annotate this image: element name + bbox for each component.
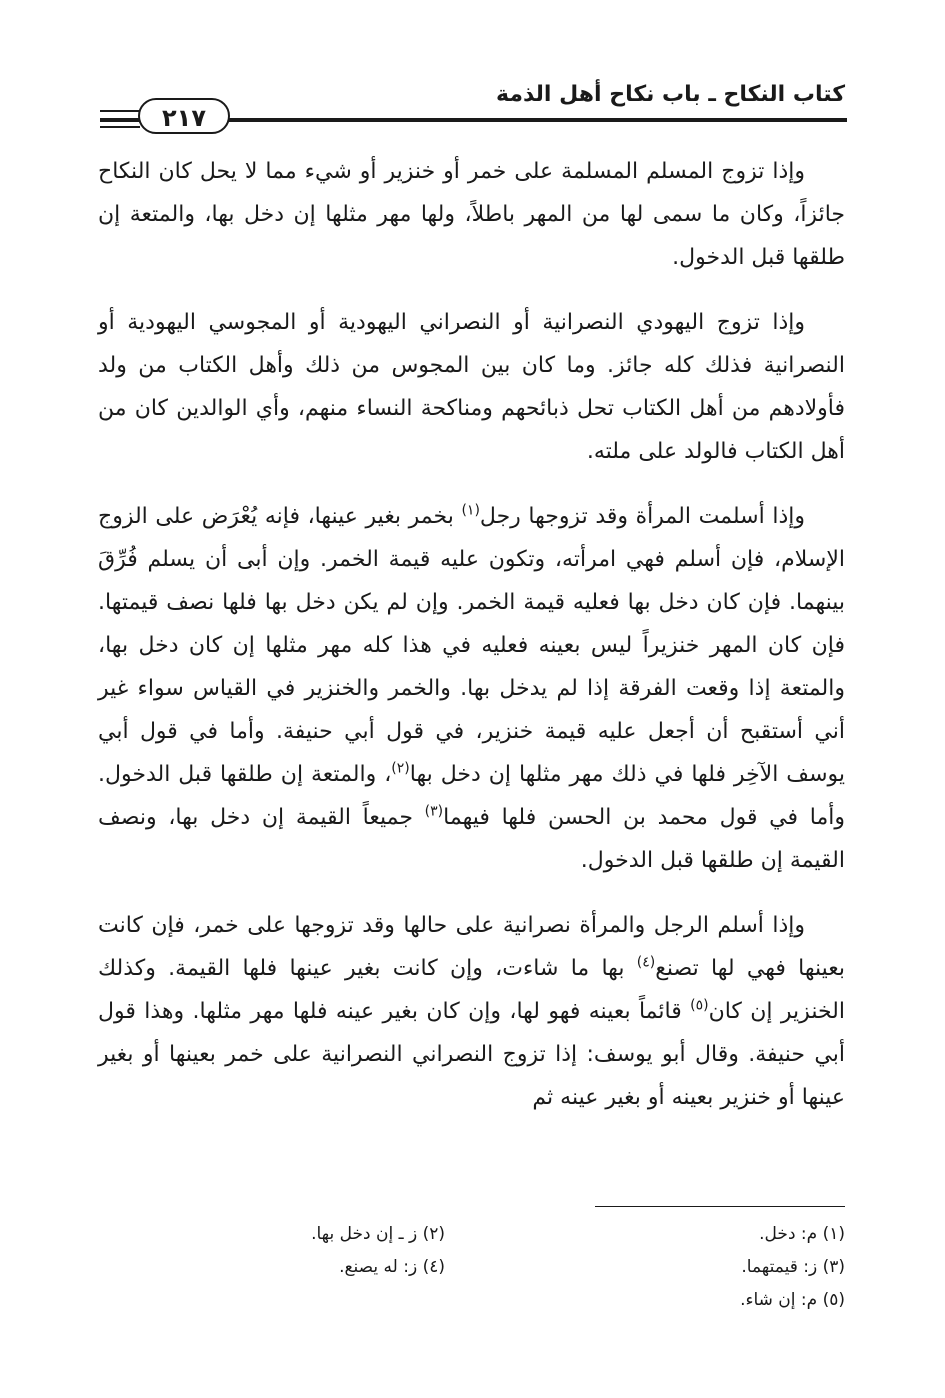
header-rule-upper (100, 110, 140, 112)
paragraph-text: قائماً بعينه فهو لها، وإن كان بغير عينه فلها مهر مثلها. وهذا قول أبي حنيفة. وقال أبو يوسف: إذا تزوج النصراني النصرانية على خمر بعينها أو بغير عينها أو خنزير بعينه أو بغير عينه ثم (98, 999, 845, 1110)
main-text (98, 150, 845, 1119)
footnote-item: (٣) ز: قيمتهما. (741, 1257, 845, 1277)
paragraph-text: وإذا تزوج اليهودي النصرانية أو النصراني اليهودية أو المجوسي اليهودية أو النصرانية فذلك كله جائز. وما كان بين المجوس من ذلك وأهل الكتاب من ولد فأولادهم من أهل الكتاب تحل ذبائحهم ومناكحة النساء منهم، وأي الوالدين كان من أهل الكتاب فالولد على ملته. (98, 310, 845, 464)
paragraph (98, 904, 845, 1119)
paragraph-text: جميعاً القيمة إن دخل بها، ونصف القيمة إن طلقها قبل الدخول. (98, 805, 845, 873)
paragraph-text: وإذا أسلمت المرأة وقد تزوجها رجل (479, 504, 805, 529)
footnote-item: (٥) م: إن شاء. (740, 1290, 845, 1310)
running-title: كتاب النكاح ـ باب نكاح أهل الذمة (495, 82, 845, 107)
footnote-reference: (٣) (424, 803, 444, 820)
paragraph (98, 150, 845, 279)
footnote-reference: (١) (461, 502, 480, 519)
paragraph-text: ، والمتعة إن طلقها قبل الدخول. وأما في قول محمد بن الحسن فلها فيهما (98, 762, 845, 830)
paragraph-text: وإذا تزوج المسلم المسلمة على خمر أو خنزير أو شيء مما لا يحل كان النكاح جائزاً، وكان ما سمى لها من المهر باطلاً، ولها مهر مثلها إن دخل بها، والمتعة إن طلقها قبل الدخول. (98, 159, 845, 270)
footnote-item: (٢) ز ـ إن دخل بها. (311, 1224, 445, 1244)
paragraph-text: بها ما شاءت، وإن كانت بغير عينها فلها القيمة. وكذلك الخنزير إن كان (98, 956, 845, 1024)
page-number: ٢١٧ (138, 98, 230, 134)
footnote-reference: (٥) (690, 997, 709, 1014)
paragraph-text: بخمر بغير عينها، فإنه يُعْرَض على الزوج الإسلام، فإن أسلم فهي امرأته، وتكون عليه قيمة الخمر. وإن أبى أن يسلم فُرِّقَ بينهما. فإن كان دخل بها فعليه قيمة الخمر. وإن لم يكن دخل بها فلها نصف قيمتها. فإن كان المهر خنزيراً ليس بعينه فعليه في هذا كله مهر مثلها إن كان دخل بها، والمتعة إذا وقعت الفرقة إذا لم يدخل بها. والخمر والخنزير في القياس سواء غير أني أستقبح أن أجعل عليه قيمة خنزير، في قول أبي حنيفة. وأما في قول أبي يوسف الآخِر فلها في ذلك مهر مثلها إن دخل بها (98, 504, 845, 787)
footnote-reference: (٢) (391, 760, 410, 777)
footnote-item: (٤) ز: له يصنع. (339, 1257, 445, 1277)
paragraph (98, 495, 845, 882)
footnote-separator (595, 1206, 845, 1207)
footnotes-right-column (740, 1218, 845, 1317)
footnotes-left-column (311, 1218, 445, 1284)
footnote-item: (١) م: دخل. (759, 1224, 845, 1244)
paragraph-text: وإذا أسلم الرجل والمرأة نصرانية على حالها وقد تزوجها على خمر، فإن كانت بعينها فهي لها تصنع (98, 913, 845, 981)
footnote-reference: (٤) (636, 954, 656, 971)
header-rule-lower (100, 126, 140, 128)
paragraph (98, 301, 845, 473)
